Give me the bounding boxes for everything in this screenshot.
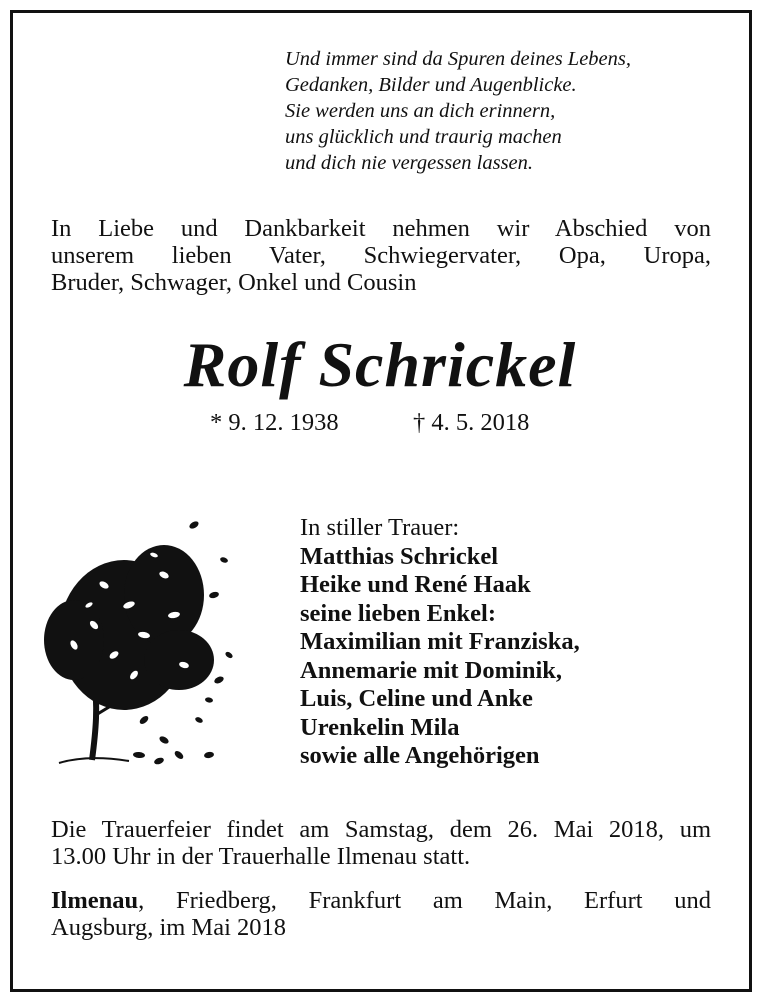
place-rest: , Friedberg, Frankfurt am Main, Erfurt und xyxy=(138,887,711,914)
place-line xyxy=(51,887,711,914)
place-bold: Ilmenau xyxy=(51,887,139,914)
mourner-entry: seine lieben Enkel: xyxy=(300,599,497,627)
intro-line: In Liebe und Dankbarkeit nehmen wir Abschied von xyxy=(51,215,711,242)
funeral-service-info xyxy=(51,816,711,870)
mourner-entry: Urenkelin Mila xyxy=(300,713,460,741)
mourner-entry: Luis, Celine und Anke xyxy=(300,685,533,712)
intro-line: Bruder, Schwager, Onkel und Cousin xyxy=(51,269,417,296)
service-line: 13.00 Uhr in der Trauerhalle Ilmenau statt. xyxy=(51,843,471,870)
poem-line: Gedanken, Bilder und Augenblicke. xyxy=(285,74,577,96)
mourner-entry: sowie alle Angehörigen xyxy=(300,742,540,769)
farewell-intro xyxy=(51,215,711,296)
windblown-tree-icon xyxy=(34,515,244,775)
poem-line: uns glücklich und traurig machen xyxy=(285,126,562,148)
place-and-date xyxy=(51,887,711,941)
mourner-entry: Maximilian mit Franziska, xyxy=(300,628,580,655)
death-date: † 4. 5. 2018 xyxy=(413,409,530,436)
poem-line: Und immer sind da Spuren deines Lebens, xyxy=(285,48,631,70)
service-line: Die Trauerfeier findet am Samstag, dem 26. Mai 2018, um xyxy=(51,816,711,843)
poem-line: Sie werden uns an dich erinnern, xyxy=(285,100,556,122)
life-dates xyxy=(210,408,530,438)
mourners-list xyxy=(300,514,720,771)
poem-line: und dich nie vergessen lassen. xyxy=(285,152,534,174)
mourner-entry: Heike und René Haak xyxy=(300,571,531,598)
intro-line: unserem lieben Vater, Schwiegervater, Opa, Uropa, xyxy=(51,242,711,269)
mourner-entry: Annemarie mit Dominik, xyxy=(300,656,562,684)
mourner-entry: Matthias Schrickel xyxy=(300,542,499,570)
memorial-poem xyxy=(285,46,725,176)
mourners-heading: In stiller Trauer: xyxy=(300,514,460,541)
deceased-name: Rolf Schrickel xyxy=(183,329,577,400)
place-line: Augsburg, im Mai 2018 xyxy=(51,914,287,941)
birth-date: * 9. 12. 1938 xyxy=(210,409,339,436)
